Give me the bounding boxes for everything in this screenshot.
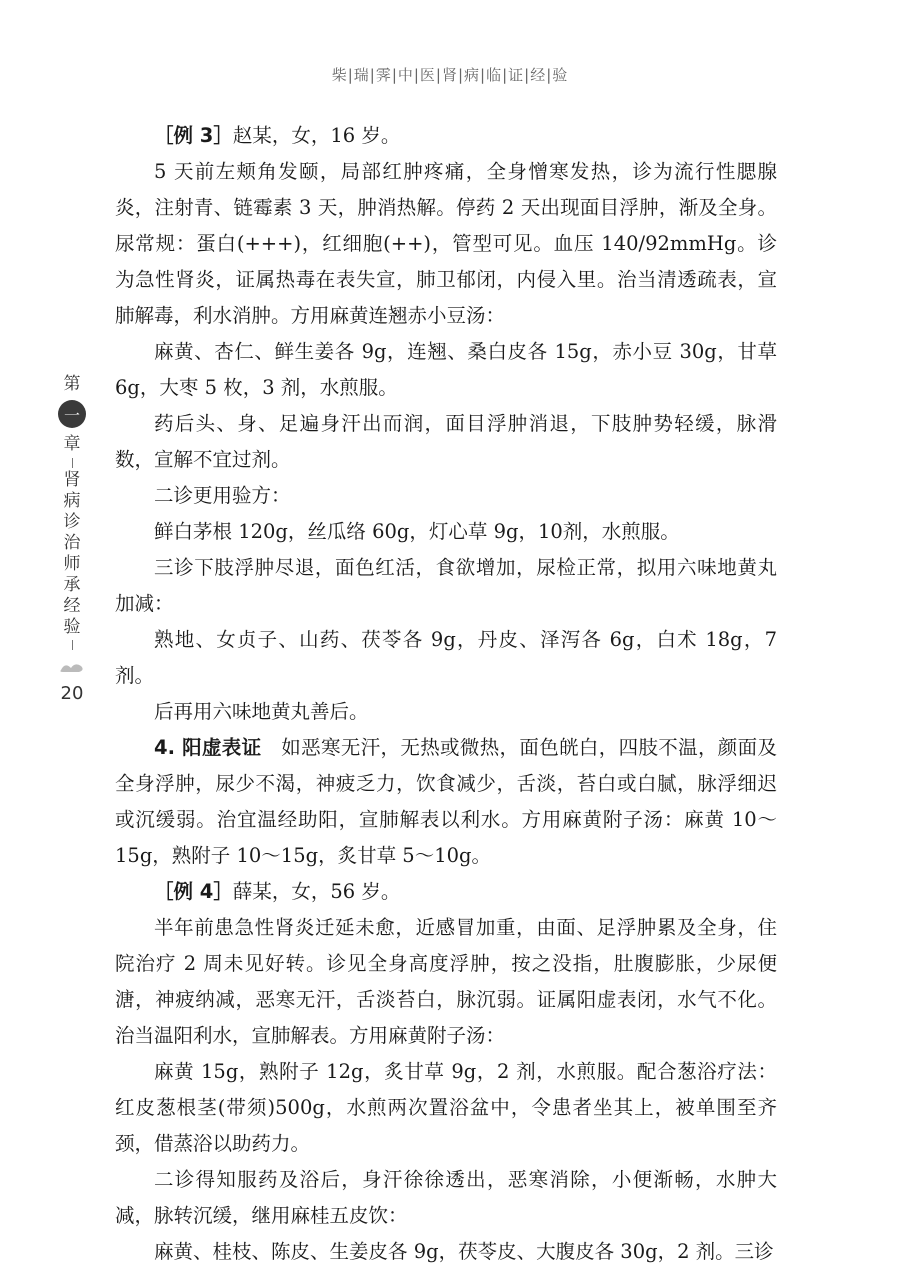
paragraph [115, 910, 777, 1054]
paragraph-text: 三诊下肢浮肿尽退，面色红活，食欲增加，尿检正常，拟用六味地黄丸加减： [115, 556, 777, 615]
paragraph-text: 麻黄、杏仁、鲜生姜各 9g，连翘、桑白皮各 15g，赤小豆 30g，甘草 6g，大枣 5 枚，3 剂，水煎服。 [115, 340, 777, 399]
paragraph [115, 1234, 777, 1270]
paragraph-text: 薛某，女，56 岁。 [232, 880, 401, 903]
running-head: 柴|瑞|霁|中|医|肾|病|临|证|经|验 [331, 66, 569, 84]
paragraph-text: 半年前患急性肾炎迁延未愈，近感冒加重，由面、足浮肿累及全身，住院治疗 2 周未见好转。诊见全身高度浮肿，按之没指，肚腹膨胀，少尿便溏，神疲纳减，恶寒无汗，舌淡苔白，脉沉弱。证属阳虚表闭，水气不化。治当温阳利水，宣肺解表。方用麻黄附子汤： [115, 916, 777, 1047]
paragraph [115, 1162, 777, 1234]
paragraph-text: 麻黄 15g，熟附子 12g，炙甘草 9g，2 剂，水煎服。配合葱浴疗法：红皮葱根茎(带须)500g，水煎两次置浴盆中，令患者坐其上，被单围至齐颈，借蒸浴以助药力。 [115, 1060, 777, 1155]
paragraph [115, 154, 777, 334]
sidebar-divider [72, 640, 73, 650]
case-label: ［例 3］ [154, 124, 233, 147]
paragraph [115, 874, 777, 910]
paragraph-text: 熟地、女贞子、山药、茯苓各 9g，丹皮、泽泻各 6g，白术 18g，7 剂。 [115, 628, 777, 687]
paragraph [115, 550, 777, 622]
paragraph [115, 406, 777, 478]
paragraph-text: 二诊得知服药及浴后，身汗徐徐透出，恶寒消除，小便渐畅，水肿大减，脉转沉缓，继用麻桂五皮饮： [115, 1168, 777, 1227]
paragraph-text: 麻黄、桂枝、陈皮、生姜皮各 9g，茯苓皮、大腹皮各 30g，2 剂。三诊 [154, 1240, 774, 1263]
page-number: 20 [60, 683, 84, 704]
paragraph [115, 1054, 777, 1162]
paragraph [115, 118, 777, 154]
cloud-ornament-icon [52, 658, 92, 679]
paragraph [115, 730, 777, 874]
chapter-suffix: 章 [63, 434, 81, 454]
paragraph-text: 赵某，女，16 岁。 [232, 124, 401, 147]
chapter-sidebar [52, 372, 92, 704]
paragraph [115, 478, 777, 514]
chapter-title: 肾病诊治师承经验 [63, 470, 81, 637]
paragraph [115, 514, 777, 550]
section-heading: 4. 阳虚表证 [154, 736, 262, 759]
paragraph-text: 药后头、身、足遍身汗出而润，面目浮肿消退，下肢肿势轻缓，脉滑数，宣解不宜过剂。 [115, 412, 777, 471]
paragraph-text: 二诊更用验方： [154, 484, 291, 507]
paragraph [115, 622, 777, 694]
paragraph [115, 334, 777, 406]
sidebar-divider [72, 458, 73, 468]
case-label: ［例 4］ [154, 880, 233, 903]
paragraph-text: 5 天前左颊角发颐，局部红肿疼痛，全身憎寒发热，诊为流行性腮腺炎，注射青、链霉素 3 天，肿消热解。停药 2 天出现面目浮肿，渐及全身。尿常规：蛋白(+++)，红细胞(++)，管型可见。血压 140/92mmHg。诊为急性肾炎，证属热毒在表失宣，肺卫郁闭，内侵入里。治当清透疏表，宣肺解毒，利水消肿。方用麻黄连翘赤小豆汤： [115, 160, 777, 327]
chapter-prefix: 第 [63, 374, 81, 394]
paragraph-text: 后再用六味地黄丸善后。 [154, 700, 369, 723]
paragraph [115, 694, 777, 730]
paragraph-text: 如恶寒无汗，无热或微热，面色㿠白，四肢不温，颜面及全身浮肿，尿少不渴，神疲乏力，饮食减少，舌淡，苔白或白腻，脉浮细迟或沉缓弱。治宜温经助阳，宣肺解表以利水。方用麻黄附子汤：麻黄 10～15g，熟附子 10～15g，炙甘草 5～10g。 [115, 736, 777, 867]
chapter-number: 一 [63, 405, 80, 425]
body-text [115, 118, 777, 1270]
chapter-number-badge [58, 400, 86, 428]
paragraph-text: 鲜白茅根 120g，丝瓜络 60g，灯心草 9g，10剂，水煎服。 [154, 520, 680, 543]
